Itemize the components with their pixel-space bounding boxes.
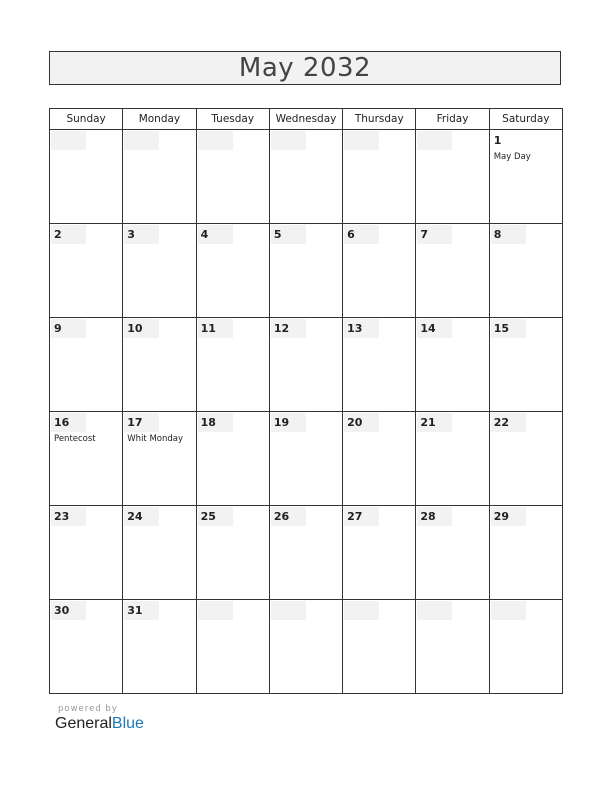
day-number: 19 xyxy=(271,413,306,432)
day-number: 26 xyxy=(271,507,306,526)
month-title-box xyxy=(49,51,561,85)
week-row xyxy=(50,600,563,694)
day-cell[interactable] xyxy=(123,600,196,694)
day-cell[interactable] xyxy=(269,224,342,318)
day-number xyxy=(417,601,452,620)
day-cell[interactable] xyxy=(196,412,269,506)
day-number: 23 xyxy=(51,507,86,526)
brand-blue: Blue xyxy=(111,715,144,732)
day-number: 9 xyxy=(51,319,86,338)
day-number: 6 xyxy=(344,225,379,244)
day-number: 17 xyxy=(124,413,159,432)
day-number xyxy=(271,601,306,620)
brand-general: General xyxy=(55,715,112,732)
day-cell[interactable] xyxy=(123,412,196,506)
day-cell[interactable] xyxy=(123,130,196,224)
day-cell[interactable] xyxy=(489,318,562,412)
day-cell[interactable] xyxy=(50,224,123,318)
generalblue-logo[interactable] xyxy=(55,715,144,733)
day-number: 31 xyxy=(124,601,159,620)
day-cell[interactable] xyxy=(416,600,489,694)
day-cell[interactable] xyxy=(343,600,416,694)
day-number: 25 xyxy=(198,507,233,526)
day-cell[interactable] xyxy=(416,506,489,600)
day-number: 8 xyxy=(491,225,526,244)
day-cell[interactable] xyxy=(269,506,342,600)
day-cell[interactable] xyxy=(343,224,416,318)
weekday-header-row xyxy=(50,109,563,130)
day-number xyxy=(491,601,526,620)
day-number: 4 xyxy=(198,225,233,244)
day-cell[interactable] xyxy=(196,506,269,600)
day-cell[interactable] xyxy=(343,412,416,506)
day-cell[interactable] xyxy=(50,130,123,224)
week-row xyxy=(50,412,563,506)
day-number: 27 xyxy=(344,507,379,526)
day-number: 2 xyxy=(51,225,86,244)
powered-by-text: powered by xyxy=(58,704,118,714)
day-cell[interactable] xyxy=(50,318,123,412)
day-number: 28 xyxy=(417,507,452,526)
week-row xyxy=(50,130,563,224)
day-number: 1 xyxy=(493,134,502,147)
day-number xyxy=(271,131,306,150)
day-cell[interactable] xyxy=(416,224,489,318)
day-number: 18 xyxy=(198,413,233,432)
weekday-header: Saturday xyxy=(489,109,562,130)
day-number: 30 xyxy=(51,601,86,620)
day-number xyxy=(198,601,233,620)
day-cell[interactable] xyxy=(489,600,562,694)
day-number xyxy=(51,131,86,150)
day-cell[interactable] xyxy=(269,130,342,224)
day-number: 3 xyxy=(124,225,159,244)
day-number: 21 xyxy=(417,413,452,432)
day-number xyxy=(198,131,233,150)
day-cell[interactable] xyxy=(123,506,196,600)
day-cell[interactable] xyxy=(196,130,269,224)
day-cell[interactable] xyxy=(416,318,489,412)
holiday-label: Whit Monday xyxy=(127,434,184,444)
day-cell[interactable] xyxy=(343,506,416,600)
day-cell[interactable] xyxy=(50,600,123,694)
day-cell[interactable] xyxy=(196,600,269,694)
day-number: 20 xyxy=(344,413,379,432)
day-cell[interactable] xyxy=(269,318,342,412)
weekday-header: Wednesday xyxy=(269,109,342,130)
day-cell[interactable] xyxy=(123,224,196,318)
week-row xyxy=(50,506,563,600)
week-row xyxy=(50,224,563,318)
day-number xyxy=(344,601,379,620)
day-cell[interactable] xyxy=(269,600,342,694)
holiday-label: Pentecost xyxy=(54,434,96,444)
day-cell[interactable] xyxy=(489,412,562,506)
holiday-label: May Day xyxy=(493,152,531,162)
weekday-header: Tuesday xyxy=(196,109,269,130)
day-cell[interactable] xyxy=(343,130,416,224)
day-number: 29 xyxy=(491,507,526,526)
day-number: 11 xyxy=(198,319,233,338)
day-cell[interactable] xyxy=(196,318,269,412)
day-cell[interactable] xyxy=(489,506,562,600)
day-number: 7 xyxy=(417,225,452,244)
day-number xyxy=(124,131,159,150)
day-cell[interactable] xyxy=(343,318,416,412)
day-cell[interactable] xyxy=(416,130,489,224)
day-cell[interactable] xyxy=(489,224,562,318)
weekday-header: Friday xyxy=(416,109,489,130)
week-row xyxy=(50,318,563,412)
day-number: 5 xyxy=(271,225,306,244)
day-cell[interactable] xyxy=(269,412,342,506)
day-number xyxy=(344,131,379,150)
day-number: 24 xyxy=(124,507,159,526)
day-number: 15 xyxy=(491,319,526,338)
day-number: 12 xyxy=(271,319,306,338)
day-number xyxy=(417,131,452,150)
day-cell[interactable] xyxy=(489,130,562,224)
day-cell[interactable] xyxy=(196,224,269,318)
day-cell[interactable] xyxy=(123,318,196,412)
day-number: 22 xyxy=(491,413,526,432)
day-number: 13 xyxy=(344,319,379,338)
day-cell[interactable] xyxy=(416,412,489,506)
day-number: 14 xyxy=(417,319,452,338)
day-cell[interactable] xyxy=(50,506,123,600)
day-cell[interactable] xyxy=(50,412,123,506)
weekday-header: Monday xyxy=(123,109,196,130)
day-number: 16 xyxy=(51,413,86,432)
month-title: May 2032 xyxy=(238,53,372,83)
weekday-header: Sunday xyxy=(50,109,123,130)
weekday-header: Thursday xyxy=(343,109,416,130)
calendar-grid xyxy=(49,108,563,694)
day-number: 10 xyxy=(124,319,159,338)
